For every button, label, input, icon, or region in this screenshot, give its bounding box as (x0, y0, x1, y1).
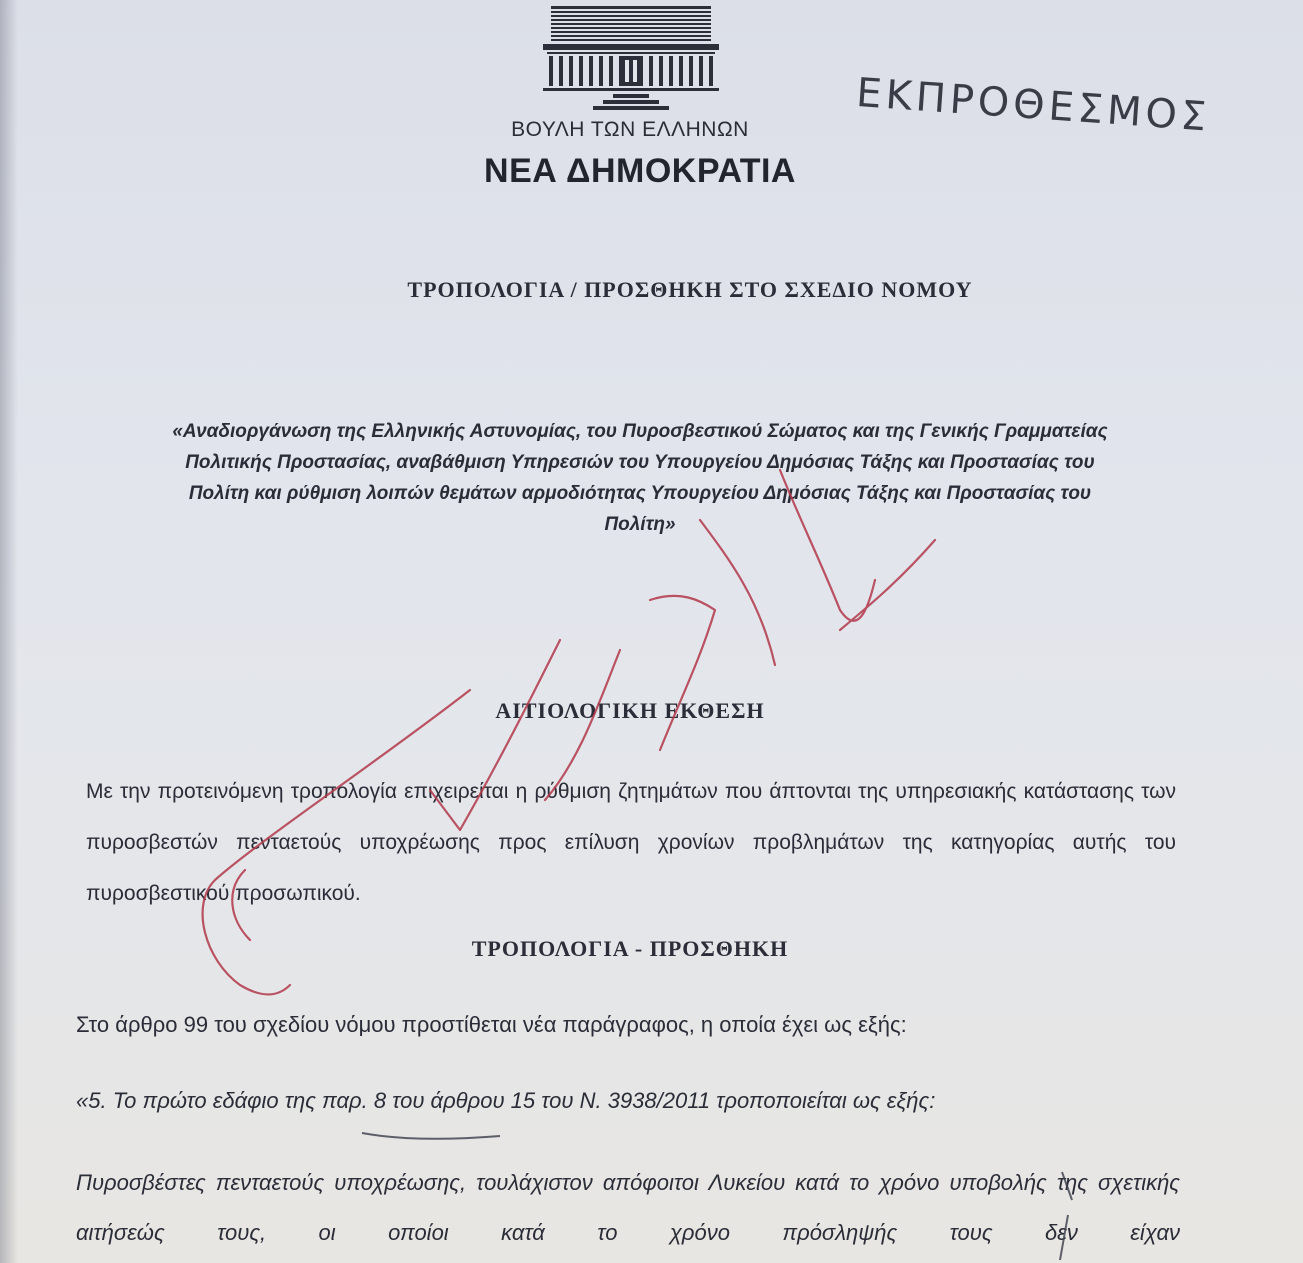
amendment-text: Πυροσβέστες πενταετούς υποχρέωσης, τουλάχιστον απόφοιτοι Λυκείου κατά το χρόνο υποβολής της σχετικής αιτήσεώς τους, οι οποίοι κατά το χρόνο πρόσληψής τους δεν είχαν (76, 1170, 1180, 1245)
amendment-heading: ΤΡΟΠΟΛΟΓΙΑ - ΠΡΟΣΘΗΚΗ (471, 936, 789, 961)
document-title: ΤΡΟΠΟΛΟΓΙΑ / ΠΡΟΣΘΗΚΗ ΣΤΟ ΣΧΕΔΙΟ ΝΟΜΟΥ (407, 277, 973, 302)
party-name: ΝΕΑ ΔΗΜΟΚΡΑΤΙΑ (484, 152, 796, 190)
paragraph-intro: «5. Το πρώτο εδάφιο της παρ. 8 του άρθρου 15 του Ν. 3938/2011 τροποποιείται ως εξής: (76, 1088, 936, 1113)
late-submission-stamp: ΕΚΠΡΟΘΕΣΜΟΣ (854, 70, 1212, 141)
page-shadow (0, 0, 18, 1263)
parliament-name: ΒΟΥΛΗ ΤΩΝ ΕΛΛΗΝΩΝ (511, 118, 749, 141)
article-note: Στο άρθρο 99 του σχεδίου νόμου προστίθεται νέα παράγραφος, η οποία έχει ως εξής: (76, 1012, 907, 1037)
justification-text: Με την προτεινόμενη τροπολογία επιχειρείται η ρύθμιση ζητημάτων που άπτονται της υπηρεσιακής κατάστασης των πυροσβεστών πενταετούς υποχρέωσης προς επίλυση χρονίων προβλημάτων της κατηγορίας αυτής του πυροσβεστικού προσωπικού. (86, 780, 1176, 905)
justification-heading: ΑΙΤΙΟΛΟΓΙΚΗ ΕΚΘΕΣΗ (495, 698, 765, 723)
bill-title: «Αναδιοργάνωση της Ελληνικής Αστυνομίας, του Πυροσβεστικού Σώματος και της Γενικής Γραμματείας Πολιτικής Προστασίας, αναβάθμιση Υπηρεσιών του Υπουργείου Δημόσιας Τάξης και Προστασίας του Πολίτη και ρύθμιση λοιπών θεμάτων αρμοδιότητας Υπουργείου Δημόσιας Τάξης και Προστασίας του Πολίτη» (172, 421, 1108, 535)
parliament-building-logo (543, 6, 719, 114)
